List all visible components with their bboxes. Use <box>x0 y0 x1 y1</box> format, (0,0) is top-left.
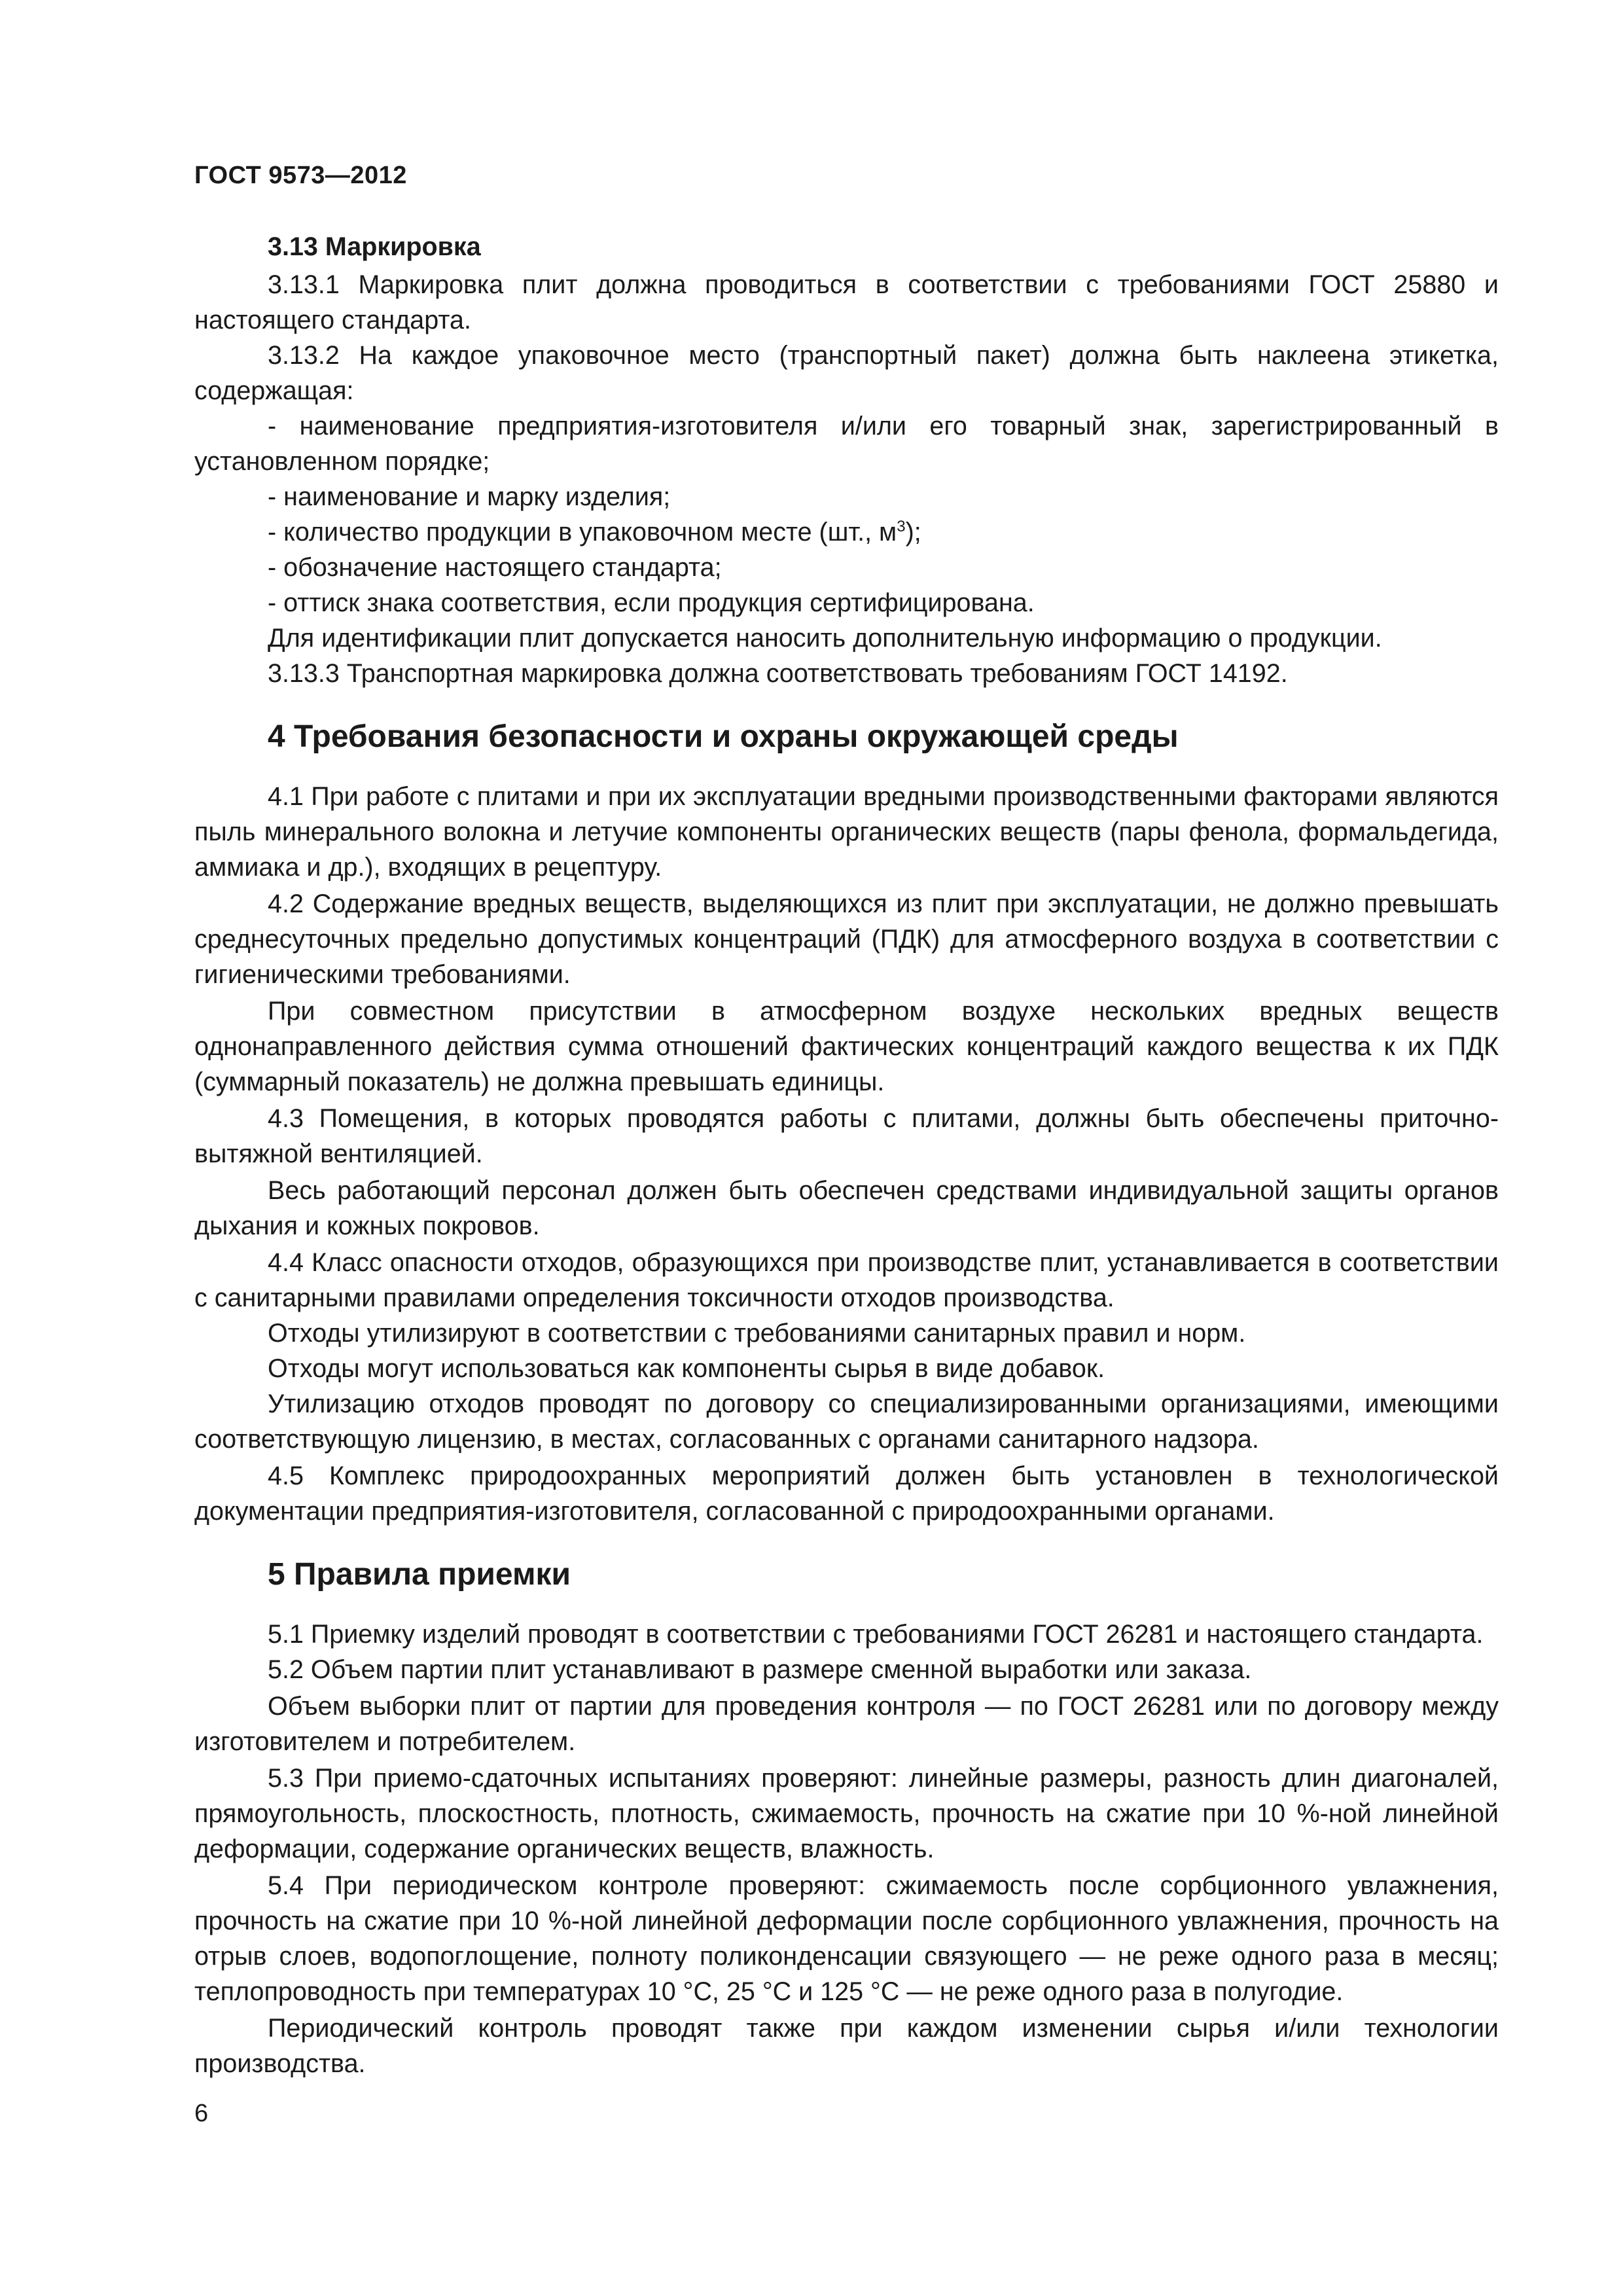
paragraph: Периодический контроль проводят также при каждом изменении сырья и/или технологии производства. <box>194 2014 1499 2078</box>
paragraph: 5.1 Приемку изделий проводят в соответствии с требованиями ГОСТ 26281 и настоящего стандарта. <box>268 1620 1484 1649</box>
paragraph: 4.2 Содержание вредных веществ, выделяющихся из плит при эксплуатации, не должно превышать среднесуточных предельно допустимых концентраций (ПДК) для атмосферного воздуха в соответствии с гигиеническими требованиями. <box>194 889 1499 989</box>
subsection-heading-3-13: 3.13 Маркировка <box>268 232 481 261</box>
page-number: 6 <box>194 2100 209 2127</box>
section-heading-5: 5 Правила приемки <box>268 1557 571 1592</box>
paragraph: Весь работающий персонал должен быть обеспечен средствами индивидуальной защиты органов дыхания и кожных покровов. <box>194 1176 1499 1240</box>
paragraph-identification: Для идентификации плит допускается наносить дополнительную информацию о продукции. <box>268 624 1382 653</box>
list-item-tail: ); <box>905 518 921 547</box>
paragraph: Утилизацию отходов проводят по договору со специализированными организациями, имеющими соответствующую лицензию, в местах, согласованных с органами санитарного надзора. <box>194 1390 1499 1454</box>
paragraph-3-13-3: 3.13.3 Транспортная маркировка должна соответствовать требованиям ГОСТ 14192. <box>268 659 1288 688</box>
paragraph: Отходы могут использоваться как компоненты сырья в виде добавок. <box>268 1354 1105 1383</box>
page-content <box>194 229 1499 2081</box>
list-item: - обозначение настоящего стандарта; <box>268 553 722 582</box>
list-item: - оттиск знака соответствия, если продукция сертифицирована. <box>268 588 1035 617</box>
section-heading-4: 4 Требования безопасности и охраны окружающей среды <box>268 719 1179 754</box>
paragraph: 5.3 При приемо-сдаточных испытаниях проверяют: линейные размеры, разность длин диагоналей, прямоугольность, плоскостность, плотность, сжимаемость, прочность на сжатие при 10 %-ной линейной деформации, содержание органических веществ, влажность. <box>194 1764 1499 1863</box>
list-item <box>194 514 1499 550</box>
paragraph: 4.1 При работе с плитами и при их эксплуатации вредными производственными факторами являются пыль минерального волокна и летучие компоненты органических веществ (пары фенола, формальдегида, аммиака и др.), входящих в рецептуру. <box>194 782 1499 882</box>
paragraph: Отходы утилизируют в соответствии с требованиями санитарных правил и норм. <box>268 1319 1246 1348</box>
paragraph: 5.4 При периодическом контроле проверяют: сжимаемость после сорбционного увлажнения, прочность на сжатие при 10 %-ной линейной деформации после сорбционного увлажнения, прочность на отрыв слоев, водопоглощение, полноту поликонденсации связующего — не реже одного раза в месяц; теплопроводность при температурах 10 °С, 25 °С и 125 °С — не реже одного раза в полугодие. <box>194 1871 1499 2006</box>
paragraph: 5.2 Объем партии плит устанавливают в размере сменной выработки или заказа. <box>268 1655 1252 1684</box>
paragraph: 4.4 Класс опасности отходов, образующихся при производстве плит, устанавливается в соответствии с санитарными правилами определения токсичности отходов производства. <box>194 1248 1499 1312</box>
paragraph: При совместном присутствии в атмосферном воздухе нескольких вредных веществ однонаправленного действия сумма отношений фактических концентраций каждого вещества к их ПДК (суммарный показатель) не должна превышать единицы. <box>194 997 1499 1096</box>
superscript: 3 <box>897 518 906 535</box>
list-item-text: - количество продукции в упаковочном месте (шт., м <box>268 518 897 547</box>
paragraph-3-13-2: 3.13.2 На каждое упаковочное место (транспортный пакет) должна быть наклеена этикетка, содержащая: <box>194 341 1499 405</box>
paragraph: 4.3 Помещения, в которых проводятся работы с плитами, должны быть обеспечены приточно-вытяжной вентиляцией. <box>194 1104 1499 1168</box>
paragraph: Объем выборки плит от партии для проведения контроля — по ГОСТ 26281 или по договору между изготовителем и потребителем. <box>194 1692 1499 1756</box>
document-id: ГОСТ 9573—2012 <box>194 162 407 189</box>
paragraph: 4.5 Комплекс природоохранных мероприятий должен быть установлен в технологической документации предприятия-изготовителя, согласованной с природоохранными органами. <box>194 1462 1499 1526</box>
list-item: - наименование и марку изделия; <box>268 482 671 511</box>
list-item: - наименование предприятия-изготовителя и/или его товарный знак, зарегистрированный в установленном порядке; <box>194 412 1499 476</box>
paragraph-3-13-1: 3.13.1 Маркировка плит должна проводиться в соответствии с требованиями ГОСТ 25880 и настоящего стандарта. <box>194 270 1499 334</box>
